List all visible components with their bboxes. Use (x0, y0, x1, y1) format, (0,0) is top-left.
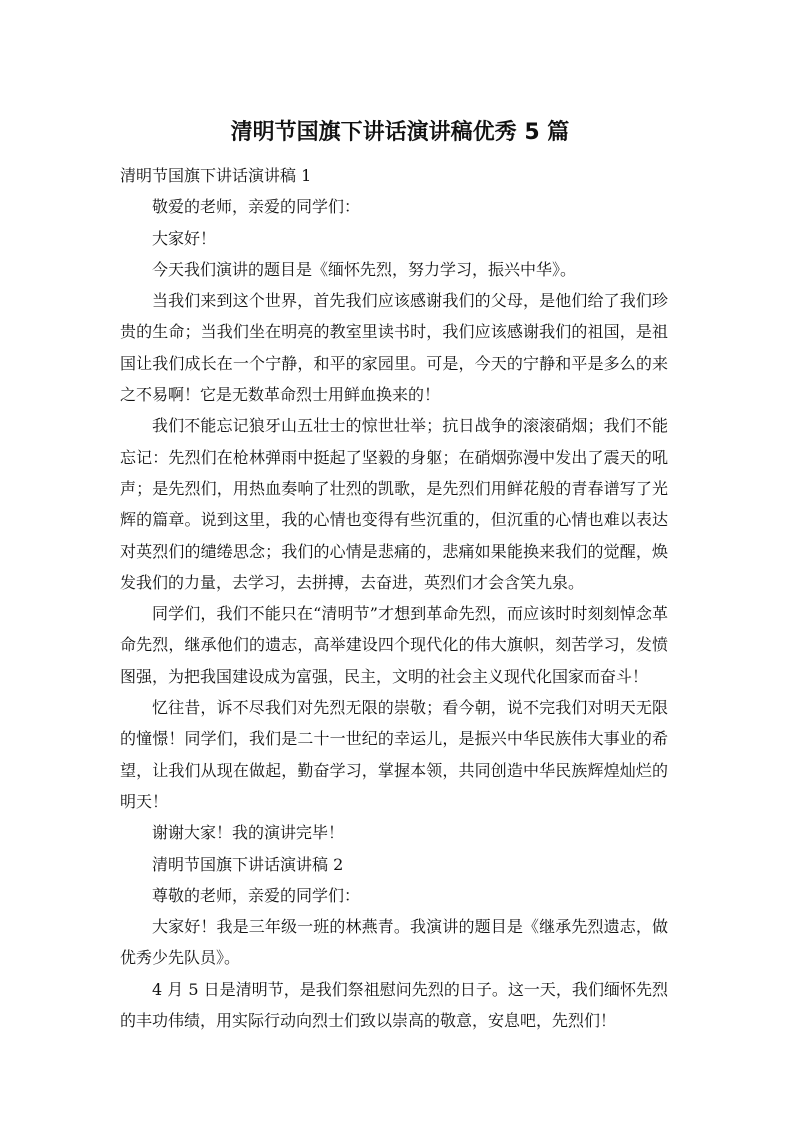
closing-paragraph: 谢谢大家！我的演讲完毕！ (152, 823, 345, 843)
salutation-paragraph: 尊敬的老师，亲爱的同学们： (152, 885, 361, 905)
body-paragraph: 当我们来到这个世界，首先我们应该感谢我们的父母，是他们给了我们珍贵的生命；当我们坐在明亮的教室里读书时，我们应该感谢我们的祖国，是祖国让我们成长在一个宁静，和平的家园里。可是，今天的宁静和平是多么的来之不易啊！它是无数革命烈士用鲜血换来的！ (120, 291, 668, 405)
topic-paragraph: 今天我们演讲的题目是《缅怀先烈，努力学习，振兴中华》。 (152, 259, 577, 279)
greeting-paragraph: 大家好！我是三年级一班的林燕青。我演讲的题目是《继承先烈遗志，做优秀少先队员》。 (120, 917, 668, 968)
body-paragraph: 我们不能忘记狼牙山五壮士的惊世壮举；抗日战争的滚滚硝烟；我们不能忘记：先烈们在枪林弹雨中挺起了坚毅的身躯；在硝烟弥漫中发出了震天的吼声；是先烈们，用热血奏响了壮烈的凯歌，是先烈们用鲜花般的青春谱写了光辉的篇章。说到这里，我的心情也变得有些沉重的，但沉重的心情也难以表达对英烈们的缱绻思念；我们的心情是悲痛的，悲痛如果能换来我们的觉醒，焕发我们的力量，去学习，去拼搏，去奋进，英烈们才会含笑九泉。 (120, 416, 668, 592)
body-paragraph: 同学们，我们不能只在“清明节”才想到革命先烈，而应该时时刻刻悼念革命先烈，继承他们的遗志，高举建设四个现代化的伟大旗帜，刻苦学习，发愤图强，为把我国建设成为富强，民主，文明的社会主义现代化国家而奋斗！ (120, 604, 668, 686)
section-heading-2: 清明节国旗下讲话演讲稿 2 (152, 854, 344, 874)
document-title: 清明节国旗下讲话演讲稿优秀 5 篇 (230, 120, 570, 145)
body-paragraph: 4 月 5 日是清明节，是我们祭祖慰问先烈的日子。这一天，我们缅怀先烈的丰功伟绩，用实际行动向烈士们致以崇高的敬意，安息吧，先烈们！ (120, 979, 668, 1031)
greeting-paragraph: 大家好！ (152, 228, 217, 248)
section-heading-1: 清明节国旗下讲话演讲稿 1 (120, 166, 312, 185)
document-body (120, 160, 668, 1036)
body-paragraph: 忆往昔，诉不尽我们对先烈无限的崇敬；看今朝，说不完我们对明天无限的憧憬！同学们，我们是二十一世纪的幸运儿，是振兴中华民族伟大事业的希望，让我们从现在做起，勤奋学习，掌握本领，共同创造中华民族辉煌灿烂的明天！ (120, 698, 668, 811)
salutation-paragraph: 敬爱的老师，亲爱的同学们： (152, 197, 361, 217)
